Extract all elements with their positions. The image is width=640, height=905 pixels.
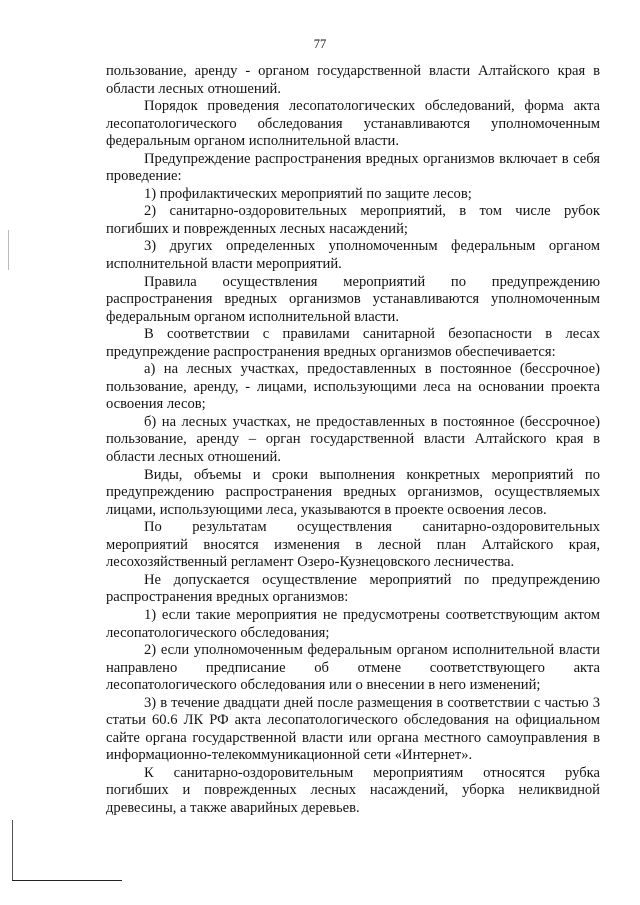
list-item-prevention-3: 3) других определенных уполномоченным федеральным органом исполнительной власти мероприятий. — [106, 238, 600, 273]
paragraph-results: По результатам осуществления санитарно-оздоровительных мероприятий вносятся изменения в лесной план Алтайского края, лесохозяйственный регламент Озеро-Кузнецовского лесничества. — [106, 519, 600, 571]
binding-edge-horizontal — [12, 880, 122, 881]
paragraph-not-allowed: Не допускается осуществление мероприятий по предупреждению распространения вредных организмов: — [106, 571, 600, 606]
list-item-prevention-1: 1) профилактических мероприятий по защите лесов; — [144, 185, 472, 202]
paragraph-survey-procedure: Порядок проведения лесопатологических обследований, форма акта лесопатологического обследования устанавливаются уполномоченным федеральным органом исполнительной власти. — [106, 98, 600, 150]
list-item-prevention-2: 2) санитарно-оздоровительных мероприятий, в том числе рубок погибших и поврежденных лесных насаждений; — [106, 203, 600, 237]
paragraph-sanitary-safety: В соответствии с правилами санитарной безопасности в лесах предупреждение распространения вредных организмов обеспечивается: — [106, 326, 600, 360]
paragraph-rules: Правила осуществления мероприятий по предупреждению распространения вредных организмов устанавливаются уполномоченным федеральным органом исполнительной власти. — [106, 273, 600, 325]
page-number: 77 — [313, 37, 327, 51]
paragraph-prevention-intro: Предупреждение распространения вредных организмов включает в себя проведение: — [106, 150, 600, 185]
list-item-not-allowed-3: 3) в течение двадцати дней после размещения в соответствии с частью 3 статьи 60.6 ЛК РФ акта лесопатологического обследования на официальном сайте органа государственной власти или органа местного самоуправления в информационно-телекоммуникационной сети «Интернет». — [106, 694, 600, 764]
list-item-safety-b: б) на лесных участках, не предоставленных в постоянное (бессрочное) пользование, аренду – орган государственной власти Алтайского края в области лесных отношений. — [106, 413, 600, 466]
paragraph-sanitary-measures: К санитарно-оздоровительным мероприятиям относятся рубка погибших и поврежденных лесных насаждений, уборка неликвидной древесины, а также аварийных деревьев. — [106, 764, 600, 816]
list-item-safety-a: а) на лесных участках, предоставленных в постоянное (бессрочное) пользование, аренду, - лицами, использующими леса на основании проекта освоения лесов; — [106, 361, 600, 413]
paragraph-types-volumes: Виды, объемы и сроки выполнения конкретных мероприятий по предупреждению распространения вредных организмов, осуществляемых лицами, использующими леса, указываются в проекте освоения лесов. — [106, 466, 600, 518]
list-item-not-allowed-2: 2) если уполномоченным федеральным органом исполнительной власти направлено предписание об отмене соответствующего акта лесопатологического обследования или о внесении в него изменений; — [106, 642, 600, 694]
paragraph-continuation: пользование, аренду - органом государственной власти Алтайского края в области лесных отношений. — [106, 63, 600, 97]
list-item-not-allowed-1: 1) если такие мероприятия не предусмотрены соответствующим актом лесопатологического обследования; — [106, 606, 600, 641]
binding-edge-vertical — [12, 820, 13, 880]
document-body — [106, 63, 600, 818]
scan-artifact — [8, 230, 9, 270]
